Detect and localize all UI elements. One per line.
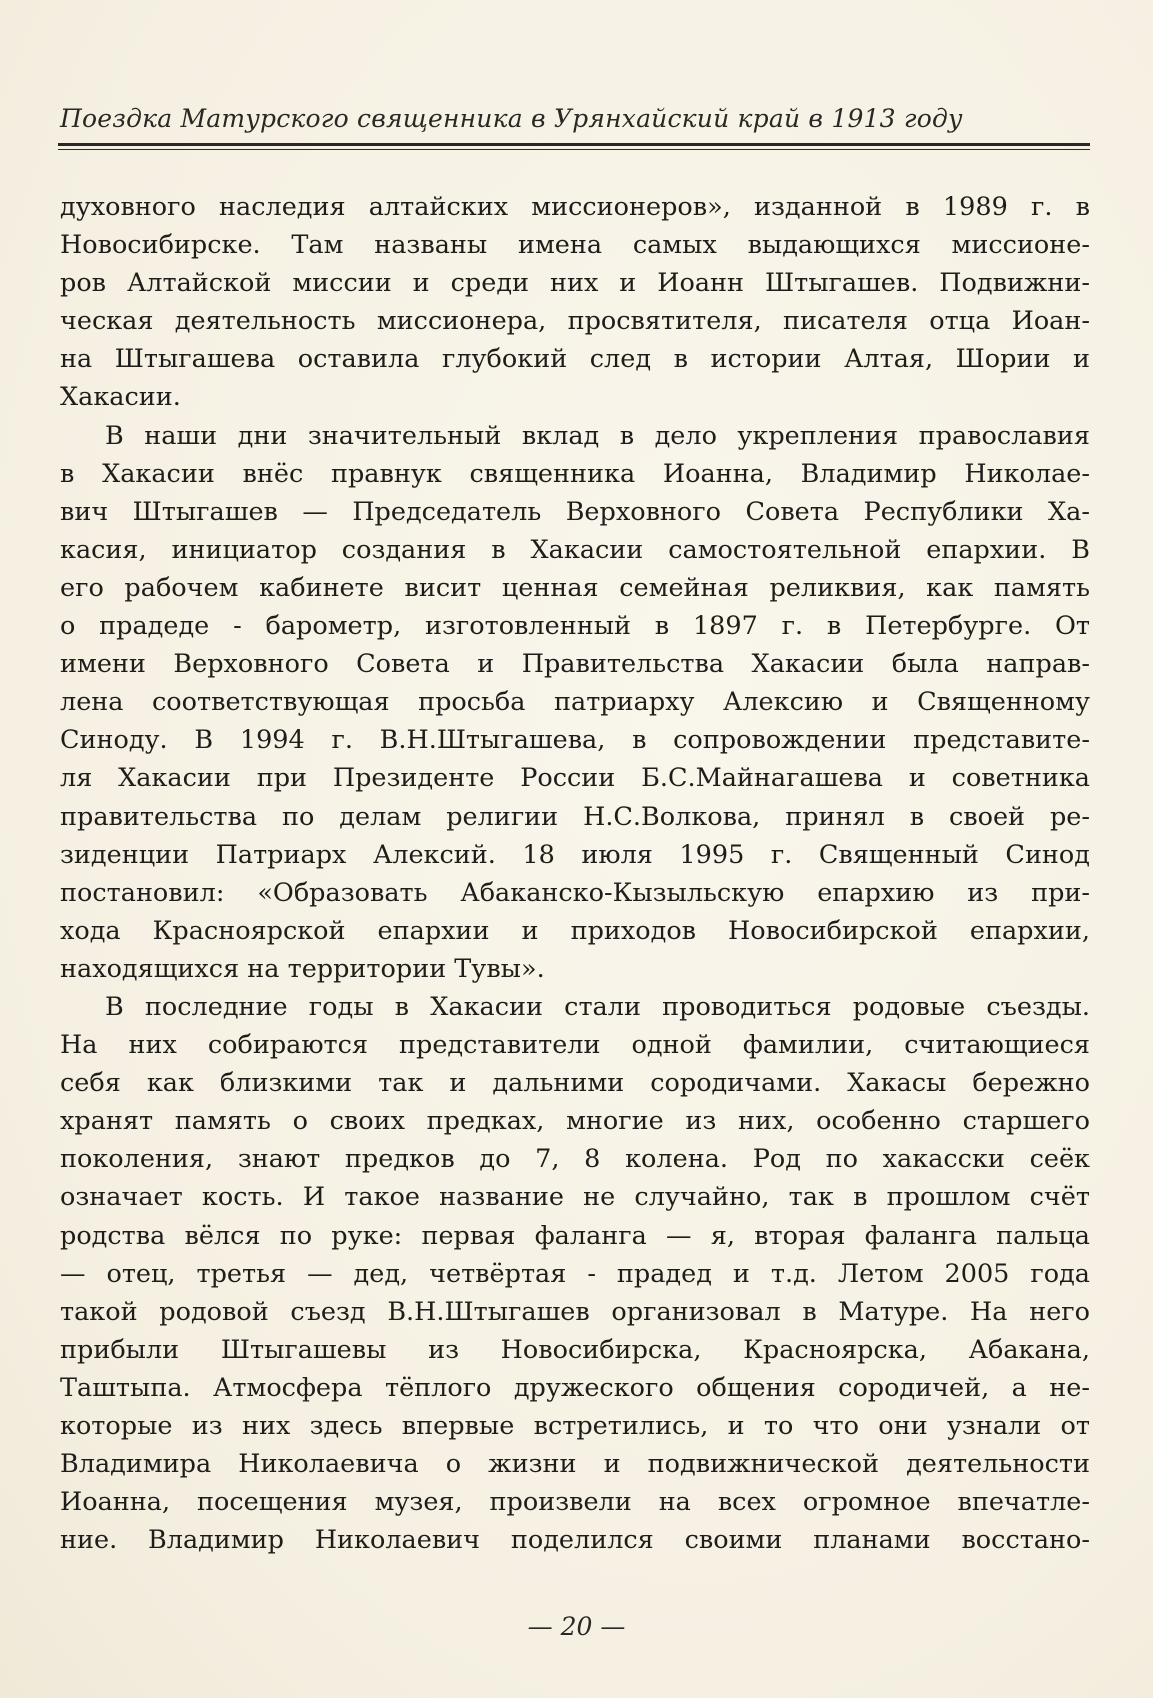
text-line: ческая деятельность миссионера, просвятителя, писателя отца Иоан-: [60, 306, 1090, 337]
header-rule-thin: [58, 149, 1090, 150]
text-line: вич Штыгашев — Председатель Верховного Совета Республики Ха-: [60, 496, 1090, 527]
text-line: Синоду. В 1994 г. В.Н.Штыгашева, в сопровождении представите-: [60, 725, 1090, 756]
header-rule-thick: [58, 143, 1090, 146]
text-line: на Штыгашева оставила глубокий след в истории Алтая, Шории и: [60, 344, 1090, 375]
text-line: прибыли Штыгашевы из Новосибирска, Красноярска, Абакана,: [60, 1334, 1090, 1365]
text-line: Хакасии.: [60, 382, 181, 413]
text-line: поколения, знают предков до 7, 8 колена. Род по хакасски сеёк: [60, 1144, 1090, 1175]
text-line: находящихся на территории Тувы».: [60, 953, 545, 984]
text-line: которые из них здесь впервые встретились, и то что они узнали от: [60, 1411, 1090, 1441]
text-line: хода Красноярской епархии и приходов Новосибирской епархии,: [60, 915, 1090, 946]
text-line: — отец, третья — дед, четвёртая - прадед и т.д. Летом 2005 года: [60, 1258, 1090, 1289]
text-line: в Хакасии внёс правнук священника Иоанна, Владимир Николае-: [60, 458, 1090, 489]
text-line: его рабочем кабинете висит ценная семейная реликвия, как память: [60, 572, 1090, 603]
body-text: [60, 188, 1090, 1559]
text-line: себя как близкими так и дальними сородичами. Хакасы бережно: [60, 1068, 1090, 1099]
paragraph-start-line: В наши дни значительный вклад в дело укрепления православия: [105, 420, 1090, 451]
text-line: касия, инициатор создания в Хакасии самостоятельной епархии. В: [60, 534, 1090, 565]
text-line: ля Хакасии при Президенте России Б.С.Майнагашева и советника: [60, 763, 1090, 794]
text-line: хранят память о своих предках, многие из них, особенно старшего: [60, 1106, 1090, 1137]
running-title: Поездка Матурского священника в Урянхайский край в 1913 году: [60, 104, 963, 133]
text-line: о прадеде - барометр, изготовленный в 1897 г. в Петербурге. От: [60, 611, 1090, 642]
text-line: означает кость. И такое название не случайно, так в прошлом счёт: [60, 1182, 1090, 1213]
text-line: правительства по делам религии Н.С.Волкова, принял в своей ре-: [60, 801, 1090, 832]
paragraph-start-line: В последние годы в Хакасии стали проводиться родовые съезды.: [105, 991, 1090, 1022]
text-line: постановил: «Образовать Абаканско-Кызыльскую епархию из при-: [60, 877, 1090, 908]
text-line: Новосибирске. Там названы имена самых выдающихся миссионе-: [60, 230, 1090, 261]
text-line: лена соответствующая просьба патриарху Алексию и Священному: [60, 687, 1090, 718]
text-line: родства вёлся по руке: первая фаланга — я, вторая фаланга пальца: [60, 1220, 1090, 1251]
text-line: ние. Владимир Николаевич поделился своими планами восстано-: [60, 1525, 1090, 1556]
text-line: На них собираются представители одной фамилии, считающиеся: [60, 1030, 1090, 1061]
text-line: Владимира Николаевича о жизни и подвижнической деятельности: [60, 1449, 1090, 1480]
text-line: такой родовой съезд В.Н.Штыгашев организовал в Матуре. На него: [60, 1296, 1090, 1327]
text-line: зиденции Патриарх Алексий. 18 июля 1995 г. Священный Синод: [60, 839, 1090, 870]
text-line: Иоанна, посещения музея, произвели на всех огромное впечатле-: [60, 1487, 1090, 1518]
text-line: имени Верховного Совета и Правительства Хакасии была направ-: [60, 649, 1090, 680]
text-line: ров Алтайской миссии и среди них и Иоанн Штыгашев. Подвижни-: [60, 268, 1090, 299]
text-line: Таштыпа. Атмосфера тёплого дружеского общения сородичей, а не-: [60, 1372, 1090, 1403]
page-number: — 20 —: [527, 1612, 626, 1641]
text-line: духовного наследия алтайских миссионеров», изданной в 1989 г. в: [60, 192, 1090, 222]
